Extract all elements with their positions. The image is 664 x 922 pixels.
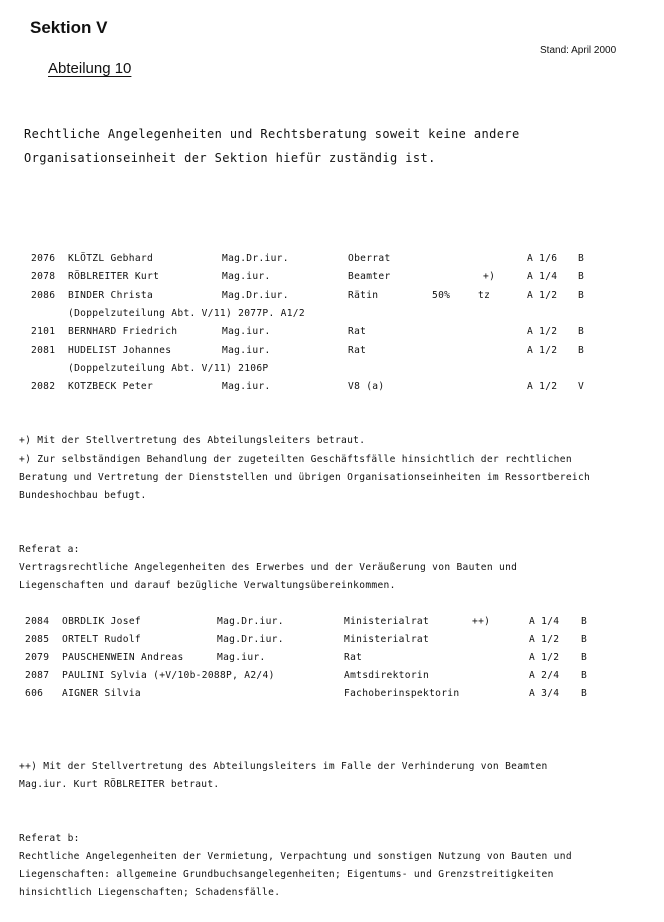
table-row-note: [0, 363, 664, 377]
staff-degree: Mag.iur.: [222, 326, 271, 337]
intro-line-2: Organisationseinheit der Sektion hiefür zuständig ist.: [24, 151, 436, 165]
staff-degree: Mag.iur.: [222, 381, 271, 392]
staff-role: Ministerialrat: [344, 634, 430, 645]
staff-category: B: [581, 616, 588, 627]
staff-degree: Mag.Dr.iur.: [217, 634, 284, 645]
referat-a-desc-1: Vertragsrechtliche Angelegenheiten des Erwerbes und der Veräußerung von Bauten und: [19, 562, 518, 573]
staff-role: Fachoberinspektorin: [344, 688, 460, 699]
staff-role: V8 (a): [348, 381, 385, 392]
staff-role: Amtsdirektorin: [344, 670, 430, 681]
staff-number: 2078: [31, 271, 56, 282]
intro-line-1: Rechtliche Angelegenheiten und Rechtsberatung soweit keine andere: [24, 127, 520, 141]
table-row: [0, 670, 664, 684]
staff-parttime: tz: [478, 290, 491, 301]
staff-category: B: [578, 271, 585, 282]
footnote-3: ++) Mit der Stellvertretung des Abteilungsleiters im Falle der Verhinderung von Beamten: [19, 761, 548, 772]
staff-name: BINDER Christa: [68, 290, 154, 301]
staff-name: PAULINI Sylvia (+V/10b-2088P, A2/4): [62, 670, 275, 681]
table-row: [0, 616, 664, 630]
staff-grade: A 1/2: [527, 381, 558, 392]
footnote-3-cont: Mag.iur. Kurt RÖBLREITER betraut.: [19, 779, 220, 790]
staff-role: Rat: [348, 326, 367, 337]
staff-grade: A 1/2: [527, 290, 558, 301]
assignment-note: (Doppelzuteilung Abt. V/11) 2106P: [68, 363, 269, 374]
footnote-2-cont: Beratung und Vertretung der Dienststellen und übrigen Organisationseinheiten im Ressortbereich: [19, 472, 591, 483]
staff-name: KLÖTZL Gebhard: [68, 253, 154, 264]
staff-grade: A 1/2: [529, 652, 560, 663]
referat-b-desc-3: hinsichtlich Liegenschaften; Schadensfälle.: [19, 887, 281, 898]
staff-degree: Mag.Dr.iur.: [222, 253, 289, 264]
referat-b-desc-2: Liegenschaften: allgemeine Grundbuchsangelegenheiten; Eigentums- und Grenzstreitigkeiten: [19, 869, 554, 880]
staff-degree: Mag.Dr.iur.: [222, 290, 289, 301]
staff-number: 2076: [31, 253, 56, 264]
staff-category: B: [581, 688, 588, 699]
staff-category: B: [578, 290, 585, 301]
staff-category: B: [581, 652, 588, 663]
staff-grade: A 2/4: [529, 670, 560, 681]
table-row: [0, 290, 664, 304]
referat-b-heading: Referat b:: [19, 833, 80, 844]
staff-number: 2079: [25, 652, 50, 663]
status-date: Stand: April 2000: [540, 45, 617, 56]
staff-category: B: [578, 253, 585, 264]
staff-grade: A 1/2: [527, 345, 558, 356]
staff-grade: A 1/4: [527, 271, 558, 282]
staff-grade: A 3/4: [529, 688, 560, 699]
staff-name: KOTZBECK Peter: [68, 381, 154, 392]
staff-number: 2087: [25, 670, 50, 681]
table-row: [0, 652, 664, 666]
staff-number: 606: [25, 688, 44, 699]
table-row: [0, 253, 664, 267]
staff-role: Rätin: [348, 290, 379, 301]
staff-name: HUDELIST Johannes: [68, 345, 172, 356]
referat-a-heading: Referat a:: [19, 544, 80, 555]
footnote-2: +) Zur selbständigen Behandlung der zugeteilten Geschäftsfälle hinsichtlich der rechtlichen: [19, 454, 572, 465]
staff-role: Rat: [344, 652, 363, 663]
staff-number: 2101: [31, 326, 56, 337]
staff-name: BERNHARD Friedrich: [68, 326, 178, 337]
staff-degree: Mag.iur.: [222, 345, 271, 356]
footnote-mark: ++): [472, 616, 491, 627]
staff-category: V: [578, 381, 585, 392]
staff-number: 2084: [25, 616, 50, 627]
table-row: [0, 345, 664, 359]
staff-category: B: [581, 634, 588, 645]
staff-grade: A 1/6: [527, 253, 558, 264]
assignment-note: (Doppelzuteilung Abt. V/11) 2077P. A1/2: [68, 308, 305, 319]
staff-role: Ministerialrat: [344, 616, 430, 627]
footnote-2-end: Bundeshochbau befugt.: [19, 490, 147, 501]
staff-role: Beamter: [348, 271, 391, 282]
referat-a-desc-2: Liegenschaften und darauf bezügliche Verwaltungsübereinkommen.: [19, 580, 396, 591]
staff-degree: Mag.iur.: [217, 652, 266, 663]
staff-role: Rat: [348, 345, 367, 356]
staff-grade: A 1/2: [529, 634, 560, 645]
table-row: [0, 271, 664, 285]
footnote-1: +) Mit der Stellvertretung des Abteilungsleiters betraut.: [19, 435, 366, 446]
footnote-mark: +): [483, 271, 496, 282]
staff-number: 2082: [31, 381, 56, 392]
staff-category: B: [578, 326, 585, 337]
staff-category: B: [581, 670, 588, 681]
staff-number: 2085: [25, 634, 50, 645]
staff-degree: Mag.iur.: [222, 271, 271, 282]
table-row-note: [0, 308, 664, 322]
staff-number: 2086: [31, 290, 56, 301]
section-title: Sektion V: [30, 18, 108, 37]
table-row: [0, 634, 664, 648]
staff-number: 2081: [31, 345, 56, 356]
staff-name: OBRDLIK Josef: [62, 616, 141, 627]
table-row: [0, 688, 664, 702]
staff-category: B: [578, 345, 585, 356]
table-row: [0, 381, 664, 395]
staff-role: Oberrat: [348, 253, 391, 264]
staff-name: ORTELT Rudolf: [62, 634, 141, 645]
staff-name: AIGNER Silvia: [62, 688, 141, 699]
staff-name: PAUSCHENWEIN Andreas: [62, 652, 184, 663]
staff-percentage: 50%: [432, 290, 451, 301]
referat-b-desc-1: Rechtliche Angelegenheiten der Vermietung, Verpachtung und sonstigen Nutzung von Bauten und: [19, 851, 572, 862]
staff-grade: A 1/2: [527, 326, 558, 337]
staff-grade: A 1/4: [529, 616, 560, 627]
staff-name: RÖBLREITER Kurt: [68, 271, 160, 282]
table-row: [0, 326, 664, 340]
staff-degree: Mag.Dr.iur.: [217, 616, 284, 627]
department-title: Abteilung 10: [48, 60, 132, 77]
